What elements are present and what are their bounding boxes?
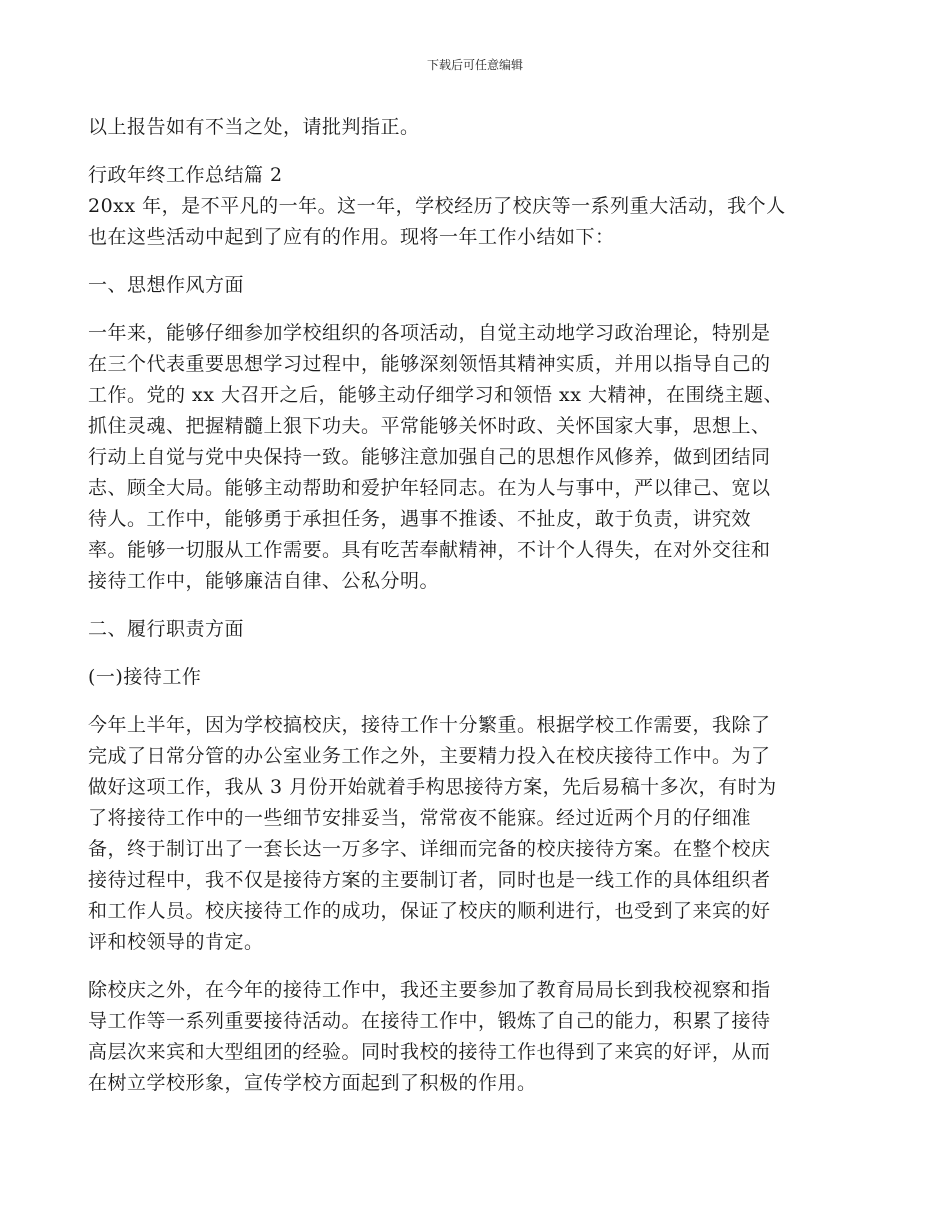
spacer: [88, 597, 862, 614]
paragraph-line: 接待工作中，能够廉洁自律、公私分明。: [88, 570, 440, 592]
section-title: 行政年终工作总结篇 2: [88, 164, 283, 186]
paragraph-line: 20xx 年，是不平凡的一年。这一年，学校经历了校庆等一系列重大活动，我个人: [88, 195, 786, 217]
spacer: [88, 693, 862, 710]
paragraph-line: 了将接待工作中的一些细节安排妥当，常常夜不能寐。经过近两个月的仔细准: [88, 807, 752, 829]
paragraph-line: 在树立学校形象，宣传学校方面起到了积极的作用。: [88, 1072, 537, 1094]
paragraph-line: 也在这些活动中起到了应有的作用。现将一年工作小结如下：: [88, 226, 615, 248]
paragraph-line: 备，终于制订出了一套长达一万多字、详细而完备的校庆接待方案。在整个校庆: [88, 838, 771, 860]
spacer: [88, 253, 862, 270]
paragraph-line: 评和校领导的肯定。: [88, 931, 264, 953]
spacer: [88, 301, 862, 318]
spacer: [88, 645, 862, 662]
paragraph-line: 志、顾全大局。能够主动帮助和爱护年轻同志。在为人与事中，严以律己、宽以: [88, 477, 771, 499]
paragraph-line: 和工作人员。校庆接待工作的成功，保证了校庆的顺利进行，也受到了来宾的好: [88, 900, 771, 922]
paragraph-line: 行动上自觉与党中央保持一致。能够注意加强自己的思想作风修养，做到团结同: [88, 446, 771, 468]
paragraph-line: 今年上半年，因为学校搞校庆，接待工作十分繁重。根据学校工作需要，我除了: [88, 714, 771, 736]
paragraph-line: 在三个代表重要思想学习过程中，能够深刻领悟其精神实质，并用以指导自己的: [88, 353, 771, 375]
paragraph-line: 待人。工作中，能够勇于承担任务，遇事不推诿、不扯皮，敢于负责，讲究效: [88, 508, 752, 530]
paragraph-line: 除校庆之外，在今年的接待工作中，我还主要参加了教育局局长到我校视察和指: [88, 979, 771, 1001]
paragraph-line: 率。能够一切服从工作需要。具有吃苦奉献精神，不计个人得失，在对外交往和: [88, 539, 771, 561]
paragraph-line: 导工作等一系列重要接待活动。在接待工作中，锻炼了自己的能力，积累了接待: [88, 1010, 771, 1032]
paragraph-line: 高层次来宾和大型组团的经验。同时我校的接待工作也得到了来宾的好评，从而: [88, 1041, 771, 1063]
spacer: [88, 143, 862, 160]
heading-ideology: 一、思想作风方面: [88, 274, 245, 296]
paragraph-line: 一年来，能够仔细参加学校组织的各项活动，自觉主动地学习政治理论，特别是: [88, 322, 771, 344]
subheading-reception: (一)接待工作: [88, 666, 202, 688]
spacer: [88, 958, 862, 975]
paragraph-line: 完成了日常分管的办公室业务工作之外，主要精力投入在校庆接待工作中。为了: [88, 745, 771, 767]
document-body: [88, 112, 862, 1099]
paragraph-line: 抓住灵魂、把握精髓上狠下功夫。平常能够关怀时政、关怀国家大事，思想上、: [88, 415, 771, 437]
paragraph-line: 接待过程中，我不仅是接待方案的主要制订者，同时也是一线工作的具体组织者: [88, 869, 771, 891]
page-header: 下载后可任意编辑: [426, 58, 523, 72]
paragraph-line: 工作。党的 xx 大召开之后，能够主动仔细学习和领悟 xx 大精神，在围绕主题、: [88, 384, 784, 406]
paragraph-line: 做好这项工作，我从 3 月份开始就着手构思接待方案，先后易稿十多次，有时为: [88, 776, 777, 798]
paragraph-closing-line: 以上报告如有不当之处，请批判指正。: [88, 116, 420, 138]
heading-duties: 二、履行职责方面: [88, 618, 245, 640]
